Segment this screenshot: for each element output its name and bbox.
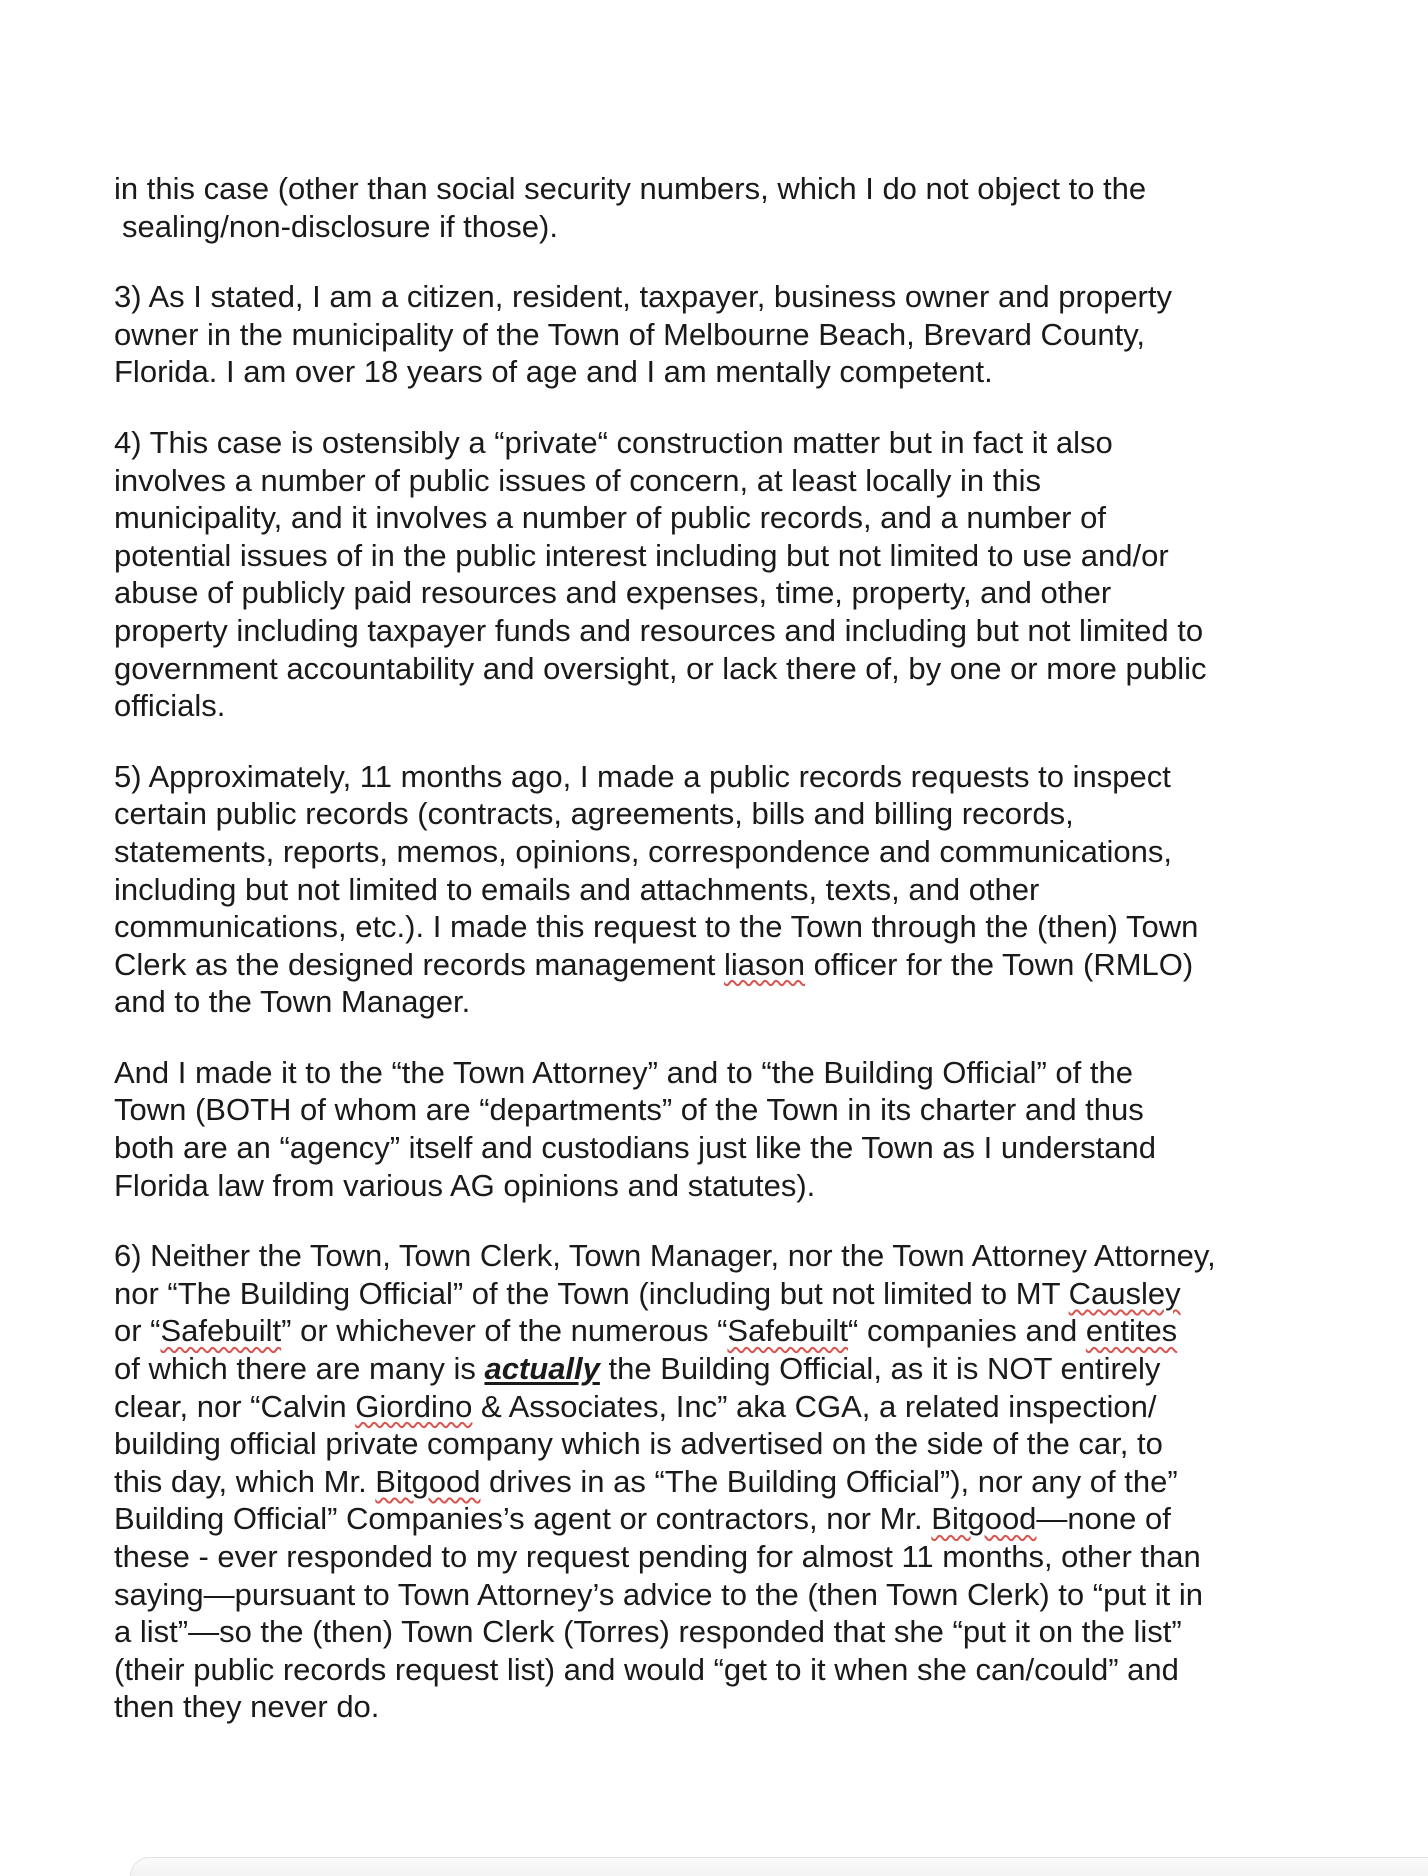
text-line: abuse of publicly paid resources and expenses, time, property, and other	[114, 575, 1112, 611]
text-run: nor “The Building Official” of the Town (including but not limited to MT	[114, 1275, 1069, 1311]
text-line: these - ever responded to my request pending for almost 11 months, other than	[114, 1539, 1201, 1574]
misspelled-word[interactable]: Causley	[1068, 1275, 1181, 1311]
paragraph-4	[114, 424, 1294, 725]
text-line: government accountability and oversight, or lack there of, by one or more public	[114, 650, 1207, 686]
text-line: officials.	[114, 688, 226, 724]
text-line: communications, etc.). I made this request to the Town through the (then) Town	[114, 909, 1199, 945]
text-line: And I made it to the “the Town Attorney” and to “the Building Official” of the	[114, 1054, 1133, 1090]
misspelled-word[interactable]: Giordino	[355, 1388, 473, 1424]
paragraph-6	[114, 1237, 1294, 1726]
misspelled-word[interactable]: liason	[724, 946, 805, 982]
text-run: —none of	[1036, 1501, 1171, 1537]
text-line	[114, 1312, 1294, 1350]
text-line: sealing/non-disclosure if those).	[122, 208, 558, 244]
text-line: (their public records request list) and would “get to it when she can/could” and	[114, 1651, 1179, 1687]
text-line: including but not limited to emails and attachments, texts, and other	[114, 871, 1040, 907]
text-run: & Associates, Inc” aka CGA, a related inspection/	[472, 1388, 1157, 1424]
text-line: saying—pursuant to Town Attorney’s advice to the (then Town Clerk) to “put it in	[114, 1576, 1204, 1612]
next-page-edge	[130, 1857, 1428, 1876]
text-line	[114, 1463, 1294, 1501]
text-run: drives in as “The Building Official”), nor any of the”	[480, 1463, 1178, 1499]
text-line: involves a number of public issues of concern, at least locally in this	[114, 462, 1042, 498]
text-run: clear, nor “Calvin	[114, 1388, 356, 1424]
text-run: ” or whichever of the numerous “	[281, 1313, 728, 1349]
text-run: Building Official” Companies’s agent or contractors, nor Mr.	[114, 1501, 932, 1537]
text-run: or “	[114, 1313, 161, 1349]
text-line: statements, reports, memos, opinions, correspondence and communications,	[114, 833, 1172, 869]
text-line: owner in the municipality of the Town of Melbourne Beach, Brevard County,	[114, 316, 1146, 352]
text-line: Town (BOTH of whom are “departments” of the Town in its charter and thus	[114, 1092, 1144, 1128]
text-line: both are an “agency” itself and custodians just like the Town as I understand	[114, 1130, 1156, 1166]
text-run: the Building Official, as it is NOT entirely	[599, 1351, 1161, 1387]
text-run: of which there are many is	[114, 1351, 485, 1387]
misspelled-word[interactable]: Safebuilt	[727, 1313, 849, 1349]
paragraph-5	[114, 758, 1294, 1021]
text-run: officer for the Town (RMLO)	[805, 946, 1194, 982]
misspelled-word[interactable]: Safebuilt	[160, 1313, 282, 1349]
text-line: certain public records (contracts, agreements, bills and billing records,	[114, 796, 1074, 832]
text-line: 5) Approximately, 11 months ago, I made a public records requests to inspect	[114, 758, 1171, 794]
paragraph-continuation	[114, 170, 1294, 245]
text-line	[114, 1388, 1294, 1426]
text-line: building official private company which is advertised on the side of the car, to	[114, 1426, 1163, 1462]
paragraph-5-continued	[114, 1054, 1294, 1204]
text-run: “ companies and	[848, 1313, 1086, 1349]
text-line: a list”—so the (then) Town Clerk (Torres) responded that she “put it on the list”	[114, 1614, 1182, 1650]
text-line: municipality, and it involves a number of public records, and a number of	[114, 500, 1106, 536]
text-run: this day, which Mr.	[114, 1463, 376, 1499]
text-line: then they never do.	[114, 1689, 380, 1725]
text-line: Florida. I am over 18 years of age and I am mentally competent.	[114, 354, 993, 390]
text-line	[114, 1275, 1294, 1313]
text-line: 3) As I stated, I am a citizen, resident, taxpayer, business owner and property	[114, 279, 1172, 315]
text-line: 6) Neither the Town, Town Clerk, Town Manager, nor the Town Attorney Attorney,	[114, 1238, 1216, 1274]
text-line: potential issues of in the public interest including but not limited to use and/or	[114, 537, 1169, 573]
document-body	[114, 170, 1294, 1759]
text-line	[114, 1500, 1294, 1538]
misspelled-word[interactable]: Bitgood	[375, 1463, 481, 1499]
text-line: 4) This case is ostensibly a “private“ construction matter but in fact it also	[114, 424, 1113, 460]
text-line: and to the Town Manager.	[114, 984, 471, 1020]
emphasized-word: actually	[484, 1351, 600, 1387]
text-run: Clerk as the designed records management	[114, 946, 724, 982]
text-line	[114, 1350, 1294, 1388]
misspelled-word[interactable]: entites	[1085, 1313, 1178, 1349]
text-line: Florida law from various AG opinions and statutes).	[114, 1167, 816, 1203]
text-line: property including taxpayer funds and resources and including but not limited to	[114, 612, 1204, 648]
paragraph-3	[114, 278, 1294, 391]
misspelled-word[interactable]: Bitgood	[931, 1501, 1037, 1537]
text-line: in this case (other than social security numbers, which I do not object to the	[114, 171, 1147, 206]
text-line	[114, 946, 1294, 984]
